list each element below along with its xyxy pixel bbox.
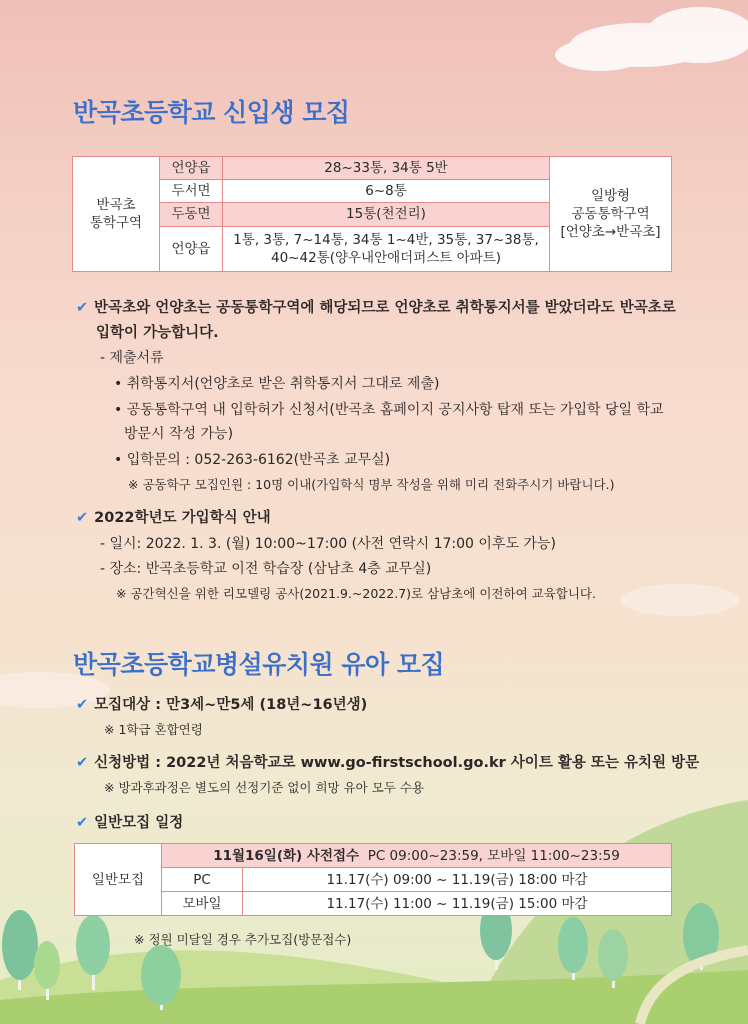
district-right-label <box>550 157 672 272</box>
docs-heading: - 제출서류 <box>100 350 164 366</box>
area-cell: 두동면 <box>160 203 223 226</box>
schedule-row-label: 모바일 <box>162 892 243 916</box>
orientation-title <box>76 507 271 529</box>
left-label-line1: 반곡초 <box>96 197 136 213</box>
doc-item-2: • 공동통학구역 내 입학허가 신청서(반곡초 홈페이지 공지사항 탑재 또는 가입학 당일 학교 <box>114 402 664 418</box>
orientation-note: ※ 공간혁신을 위한 리모델링 공사(2021.9.~2022.7)로 삼남초에 이전하여 교육합니다. <box>116 586 596 601</box>
detail-cell: 15통(천전리) <box>223 203 550 226</box>
section1-title: 반곡초등학교 신입생 모집 <box>73 98 350 127</box>
doc-item-2-cont: 방문시 작성 가능) <box>124 426 234 442</box>
kinder-target-text: 모집대상 : 만3세~만5세 (18년~16년생) <box>94 697 368 713</box>
kinder-method-note: ※ 방과후과정은 별도의 선정기준 없이 희망 유아 모두 수용 <box>104 780 424 795</box>
check-icon: ✔ <box>76 300 89 316</box>
schedule-header-bold: 11월16일(화) 사전접수 <box>213 847 360 864</box>
schedule-row-period: 11.17(수) 11:00 ~ 11.19(금) 15:00 마감 <box>243 892 672 916</box>
schedule-title <box>76 812 183 834</box>
schedule-row-period: 11.17(수) 09:00 ~ 11.19(금) 18:00 마감 <box>243 868 672 892</box>
detail-cell: 28~33통, 34통 5반 <box>223 157 550 180</box>
area-cell: 두서면 <box>160 180 223 203</box>
schedule-row-label: PC <box>162 868 243 892</box>
check-icon: ✔ <box>76 697 89 713</box>
detail-line2: 40~42통(양우내안애더퍼스트 아파트) <box>270 249 502 266</box>
schedule-left-label: 일반모집 <box>75 844 162 916</box>
schedule-footnote: ※ 정원 미달일 경우 추가모집(방문접수) <box>134 932 352 947</box>
section2-title: 반곡초등학교병설유치원 유아 모집 <box>73 650 445 679</box>
check-icon: ✔ <box>76 755 89 771</box>
kinder-method-text: 신청방법 : 2022년 처음학교로 www.go-firstschool.go.kr 사이트 활용 또는 유치원 방문 <box>94 755 700 771</box>
doc-item-3: • 입학문의 : 052-263-6162(반곡초 교무실) <box>114 452 391 468</box>
check-icon: ✔ <box>76 510 89 526</box>
detail-cell: 6~8통 <box>223 180 550 203</box>
orientation-date: - 일시: 2022. 1. 3. (월) 10:00~17:00 (사전 연락시 17:00 이후도 가능) <box>100 536 556 552</box>
check-icon: ✔ <box>76 815 89 831</box>
schedule-title-text: 일반모집 일정 <box>94 815 184 831</box>
notice-text1: 반곡초와 언양초는 공동통학구역에 해당되므로 언양초로 취학통지서를 받았더라도 반곡초로 <box>94 300 676 316</box>
schedule-header-rest: PC 09:00~23:59, 모바일 11:00~23:59 <box>367 847 620 864</box>
district-left-label <box>73 157 160 272</box>
area-cell: 언양읍 <box>160 226 223 271</box>
right-label-line3: [언양초→반곡초] <box>560 224 661 240</box>
detail-line1: 1통, 3통, 7~14통, 34통 1~4반, 35통, 37~38통, <box>233 231 539 248</box>
kinder-target <box>76 694 367 716</box>
schedule-header <box>162 844 672 868</box>
doc-item-1: • 취학통지서(언양초로 받은 취학통지서 그대로 제출) <box>114 376 440 392</box>
area-cell: 언양읍 <box>160 157 223 180</box>
kinder-method <box>76 752 699 774</box>
kinder-target-note: ※ 1학급 혼합연령 <box>104 722 203 737</box>
orientation-place: - 장소: 반곡초등학교 이전 학습장 (삼남초 4층 교무실) <box>100 561 432 577</box>
schedule-table <box>74 843 672 916</box>
school-district-table <box>72 156 672 272</box>
orientation-title-text: 2022학년도 가입학식 안내 <box>94 510 271 526</box>
notice-line1 <box>76 297 676 319</box>
detail-cell <box>223 226 550 271</box>
right-label-line1: 일방형 <box>590 188 631 204</box>
notice-line2: 입학이 가능합니다. <box>96 325 219 341</box>
recruit-note: ※ 공동학구 모집인원 : 10명 이내(가입학식 명부 작성을 위해 미리 전화주시기 바랍니다.) <box>128 477 615 492</box>
left-label-line2: 통학구역 <box>89 215 143 231</box>
right-label-line2: 공동통학구역 <box>571 206 650 222</box>
